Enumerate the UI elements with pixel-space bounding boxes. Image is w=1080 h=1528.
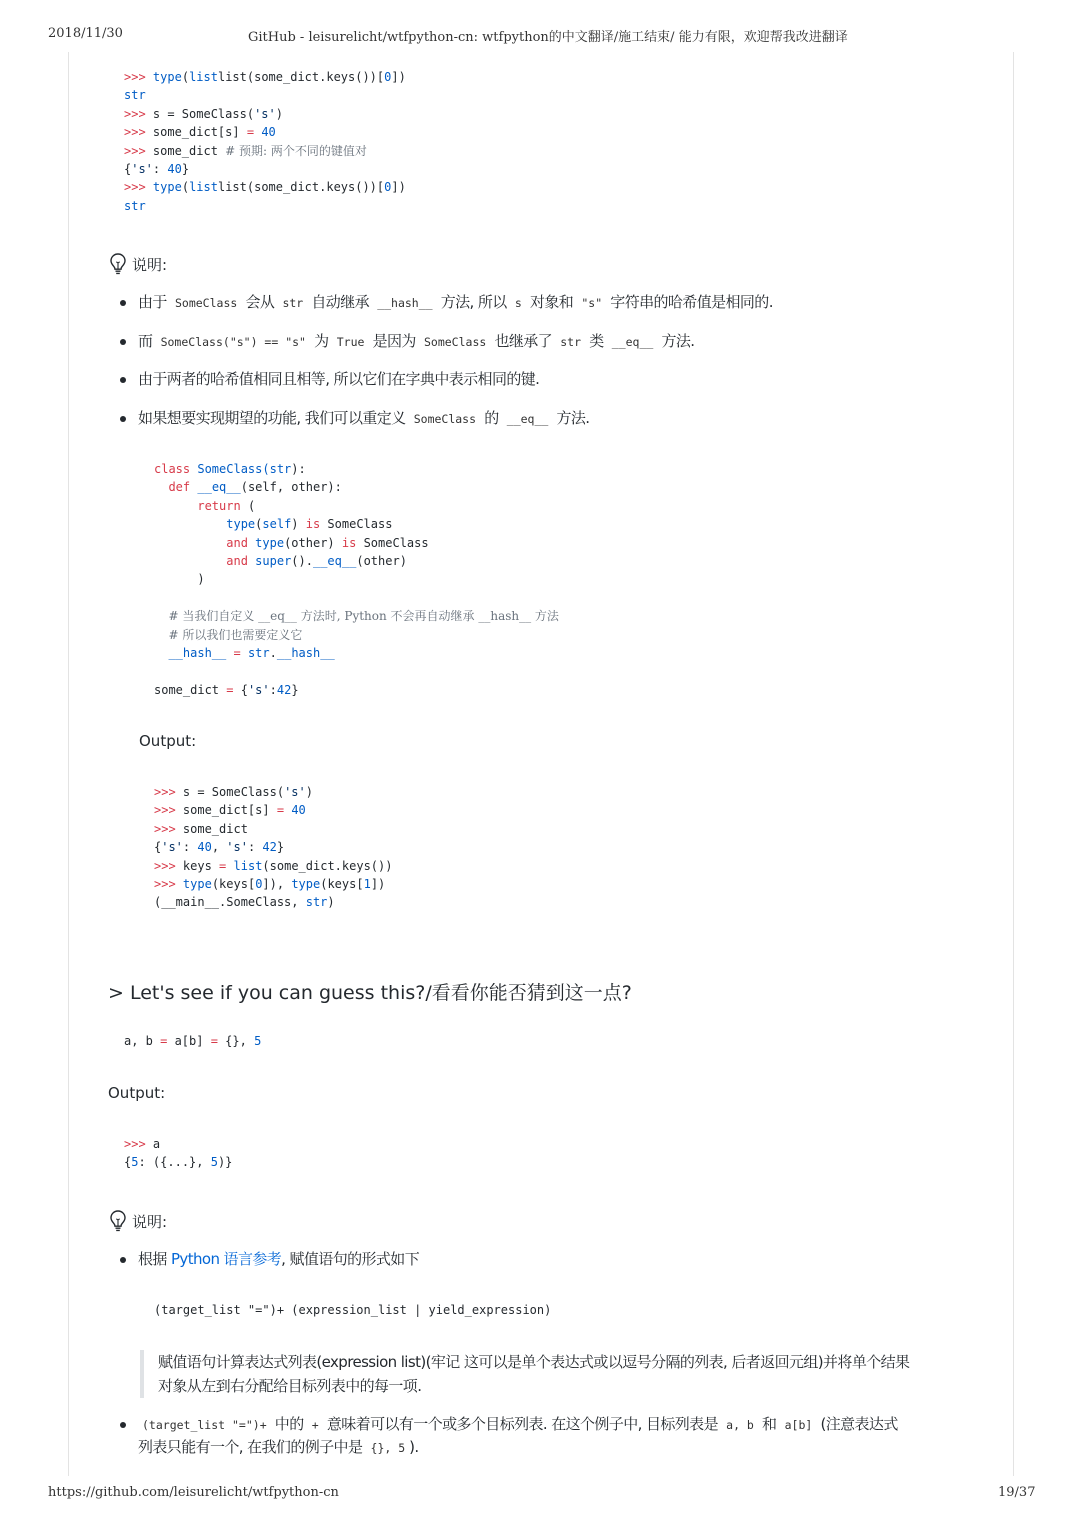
print-date: 2018/11/30: [48, 26, 123, 41]
text-run: 方法, 所以: [440, 293, 507, 311]
text-run: 对象和: [529, 293, 574, 311]
code-line: [124, 1135, 232, 1153]
code-token: (: [247, 498, 256, 513]
bullet-dot: [120, 300, 126, 306]
prompt-token: >>>: [124, 125, 146, 140]
number-token: 0: [255, 876, 263, 891]
function-name-token: __eq__: [197, 480, 241, 495]
code-token: .: [269, 645, 277, 660]
number-token: 1: [363, 876, 371, 891]
bullet-dot: [120, 1257, 126, 1263]
inline-code: __eq__: [611, 335, 654, 349]
code-token: a[b]: [167, 1034, 211, 1048]
code-line: (target_list "=")+ (expression_list | yield_expression): [154, 1303, 552, 1317]
comment-token: # 预期: 两个不同的键值对: [225, 143, 367, 158]
code-token: ,: [211, 840, 227, 855]
inline-code: SomeClass: [174, 296, 238, 310]
code-line: [154, 838, 392, 856]
code-line: [154, 801, 392, 819]
code-token: (keys[: [320, 876, 364, 891]
print-page-title: GitHub - leisurelicht/wtfpython-cn: wtfpython的中文翻译/施工结束/ 能力有限，欢迎帮我改进翻译: [248, 30, 848, 45]
number-token: 5: [210, 1155, 218, 1170]
code-line: [154, 460, 559, 478]
keyword-token: return: [197, 498, 241, 513]
prompt-token: >>>: [124, 106, 146, 121]
code-token: ]),: [262, 876, 292, 891]
code-token: some_dict[s]: [145, 125, 247, 140]
inline-code: (target_list "=")+: [142, 1418, 267, 1432]
keyword-token: is: [305, 517, 321, 532]
prompt-token: >>>: [154, 803, 176, 818]
text-run: 由于: [138, 293, 167, 311]
code-line: type(self) is SomeClass: [226, 517, 393, 532]
code-token: :: [269, 682, 277, 697]
string-token: 's': [226, 840, 248, 855]
keyword-token: def: [168, 480, 191, 495]
prompt-token: >>>: [124, 70, 146, 84]
string-token: 's': [284, 785, 306, 799]
code-token: ]): [370, 876, 386, 891]
inline-code: {}, 5: [370, 1441, 406, 1455]
explanation-label: 说明:: [132, 1212, 168, 1231]
code-token: {: [124, 161, 132, 176]
bullet-text: [138, 291, 976, 314]
page-number: 19/37: [998, 1485, 1036, 1500]
text-run: 自动继承: [311, 293, 370, 311]
builtin-token: type: [152, 180, 182, 195]
operator-token: =: [160, 1034, 168, 1048]
code-line: >>> type(listlist(some_dict.keys())[0]): [124, 180, 406, 195]
bullet-text: [138, 1413, 976, 1459]
text-run: 会从: [245, 293, 275, 311]
string-token: 's': [161, 840, 183, 855]
code-line: >>> type(listlist(some_dict.keys())[0]): [124, 70, 406, 84]
code-block-example-1: [124, 68, 406, 215]
text-run: 为: [314, 332, 329, 350]
string-token: 's': [131, 161, 153, 176]
prompt-token: >>>: [124, 143, 146, 158]
bullet-text: [138, 1248, 976, 1270]
text-run: 也继承了: [494, 332, 553, 350]
code-line: [154, 534, 559, 552]
text-run: (注意表达式: [820, 1415, 898, 1433]
code-token: :: [152, 161, 168, 176]
operator-token: =: [219, 858, 227, 873]
keyword-token: and: [226, 553, 248, 568]
code-line: [154, 552, 559, 570]
print-footer: [0, 1485, 1080, 1505]
keyword-token: and: [226, 535, 248, 550]
inline-code: True: [336, 335, 365, 349]
code-line: [154, 783, 392, 801]
code-token: ]): [391, 70, 406, 84]
function-name-token: __eq__: [312, 553, 357, 568]
code-line: [124, 142, 406, 160]
number-token: 40: [291, 803, 306, 818]
code-token: (self, other):: [240, 480, 342, 495]
code-token: )}: [217, 1155, 233, 1170]
operator-token: =: [246, 125, 255, 140]
prompt-token: >>>: [154, 785, 176, 799]
text-run: 字符串的哈希值是相同的.: [610, 293, 773, 311]
code-token: SomeClass: [320, 517, 393, 532]
text-run: 方法.: [556, 409, 590, 427]
python-reference-link[interactable]: Python 语言参考: [170, 1250, 282, 1268]
operator-token: =: [226, 682, 234, 697]
comment-token: # 所以我们也需要定义它: [168, 627, 303, 642]
code-token: [176, 877, 183, 891]
bullet-text: [138, 330, 976, 353]
inline-code: __hash__: [377, 296, 433, 310]
code-token: some_dict[s]: [175, 803, 277, 818]
bullet-text: [138, 407, 976, 430]
number-token: 40: [261, 125, 276, 140]
inline-code: SomeClass: [413, 412, 477, 426]
code-line-blank: [154, 589, 559, 607]
text-run: 而: [138, 332, 153, 350]
code-line: [154, 497, 559, 515]
string-token: 's': [254, 106, 276, 121]
code-line: [154, 607, 559, 625]
quote-line: 对象从左到右分配给目标列表中的每一项.: [158, 1377, 422, 1395]
variable-token: __hash__: [276, 645, 335, 660]
number-token: 40: [167, 161, 182, 176]
code-token: ().: [291, 553, 313, 568]
code-line: [124, 123, 406, 141]
builtin-token: list: [189, 180, 218, 195]
code-line: str: [124, 198, 146, 213]
text-run: 方法.: [661, 332, 695, 350]
explanation-heading: [108, 252, 167, 276]
code-line-blank: [154, 662, 559, 680]
inline-code: s: [514, 296, 522, 310]
text-run: 意味着可以有一个或多个目标列表. 在这个例子中, 目标列表是: [326, 1415, 718, 1433]
inline-code: SomeClass: [423, 335, 487, 349]
text-run: 类: [589, 332, 604, 350]
code-token: :: [247, 840, 263, 855]
code-block-class-definition: [154, 460, 559, 699]
builtin-token: str: [269, 462, 292, 476]
code-token: ): [197, 572, 205, 587]
content-right-border: [1013, 52, 1014, 1476]
code-line: str: [124, 88, 146, 103]
builtin-token: list: [189, 70, 218, 84]
bullet-dot: [120, 1422, 126, 1428]
code-token: keys: [175, 858, 220, 873]
code-token: [226, 859, 233, 873]
code-block-grammar: [154, 1301, 551, 1319]
prompt-token: >>>: [154, 858, 176, 873]
operator-token: =: [210, 1034, 218, 1048]
code-token: some_dict: [175, 821, 248, 836]
lightbulb-icon: [108, 252, 128, 276]
code-token: (other): [356, 553, 407, 568]
text-run: 是因为: [372, 332, 416, 350]
code-token: {: [154, 840, 162, 855]
code-token: ):: [291, 462, 306, 476]
code-token: ): [327, 895, 335, 910]
bullet-text: 由于两者的哈希值相同且相等, 所以它们在字典中表示相同的键.: [138, 370, 540, 388]
operator-token: =: [276, 803, 285, 818]
prompt-token: >>>: [124, 180, 146, 195]
code-token: {: [124, 1155, 132, 1170]
code-line: [154, 857, 392, 875]
inline-code: "s": [581, 296, 603, 310]
code-line: [124, 160, 406, 178]
code-line: [154, 875, 392, 893]
code-block-output-1: [154, 783, 392, 912]
comment-token: # 当我们自定义 __eq__ 方法时, Python 不会再自动继承 __hash__ 方法: [168, 609, 559, 624]
code-token: {: [240, 682, 248, 697]
number-token: 40: [197, 840, 212, 855]
inline-code: str: [560, 335, 582, 349]
code-line: [124, 105, 406, 123]
string-token: 's': [247, 682, 270, 697]
text-run: , 赋值语句的形式如下: [281, 1250, 420, 1268]
code-line: [154, 893, 392, 911]
code-token: list(some_dict.keys())[: [217, 70, 385, 84]
output-label: Output:: [139, 732, 197, 750]
code-line: [154, 626, 559, 644]
bullet-dot: [120, 416, 126, 422]
code-line: [154, 644, 559, 662]
code-token: some_dict: [154, 682, 227, 697]
keyword-token: is: [341, 535, 357, 550]
builtin-token: str: [305, 895, 328, 910]
code-line: [124, 1032, 261, 1050]
text-run: 根据: [138, 1250, 167, 1268]
operator-token: =: [233, 645, 241, 660]
inline-code: __eq__: [506, 412, 549, 426]
code-token: :: [182, 840, 198, 855]
bullet-dot: [120, 339, 126, 345]
code-token: : ({...},: [138, 1155, 211, 1170]
number-token: 0: [384, 180, 392, 195]
variable-token: __hash__: [168, 645, 227, 660]
code-block-output-2: [124, 1135, 232, 1172]
builtin-token: type: [182, 876, 212, 891]
code-token: ]): [391, 180, 406, 195]
explanation-heading-2: [108, 1209, 167, 1233]
builtin-token: list: [233, 858, 263, 873]
number-token: 42: [262, 840, 277, 855]
code-line: [154, 570, 559, 588]
content-left-border: [68, 52, 69, 1476]
builtin-token: type: [226, 517, 256, 532]
code-token: s = SomeClass(: [175, 785, 285, 799]
code-token: (keys[: [211, 876, 256, 891]
code-token: ): [305, 785, 313, 799]
number-token: 5: [254, 1034, 262, 1048]
code-token: (__main__.SomeClass,: [154, 895, 306, 910]
builtin-token: type: [291, 876, 321, 891]
quote-line: 赋值语句计算表达式列表(expression list)(牢记 这可以是单个表达式或以逗号分隔的列表, 后者返回元组)并将单个结果: [158, 1353, 910, 1371]
blockquote-assignment: [140, 1350, 962, 1398]
text-run: 和: [762, 1415, 777, 1433]
inline-code: str: [282, 296, 304, 310]
code-block-example-2: [124, 1032, 261, 1050]
inline-code: a, b: [726, 1418, 754, 1432]
code-token: }: [181, 161, 190, 176]
code-token: }: [276, 840, 285, 855]
inline-code: +: [311, 1418, 319, 1432]
prompt-token: >>>: [154, 821, 176, 836]
code-token: a, b: [124, 1034, 161, 1048]
code-token: a: [145, 1137, 161, 1151]
builtin-token: type: [152, 70, 182, 84]
explanation-label: 说明:: [132, 255, 168, 274]
number-token: 5: [131, 1155, 139, 1170]
code-token: SomeClass: [356, 535, 429, 550]
builtin-token: super: [255, 553, 292, 568]
code-token: (some_dict.keys()): [262, 858, 393, 873]
inline-code: a[b]: [784, 1418, 813, 1432]
number-token: 0: [384, 70, 392, 84]
builtin-token: type: [255, 535, 285, 550]
code-token: }: [291, 682, 299, 697]
prompt-token: >>>: [124, 1137, 146, 1151]
print-url: https://github.com/leisurelicht/wtfpython-cn: [48, 1485, 339, 1500]
code-token: some_dict: [145, 143, 226, 158]
inline-code: SomeClass("s") == "s": [160, 335, 306, 349]
class-name-token: SomeClass(: [197, 462, 270, 476]
code-token: list(some_dict.keys())[: [217, 180, 385, 195]
lightbulb-icon: [108, 1209, 128, 1233]
text-run: 中的: [274, 1415, 304, 1433]
code-line: [124, 1153, 232, 1171]
text-run: 列表只能有一个, 在我们的例子中是: [138, 1438, 363, 1456]
bullet-dot: [120, 377, 126, 383]
output-label-2: Output:: [108, 1084, 166, 1102]
number-token: 42: [276, 682, 292, 697]
prompt-token: >>>: [154, 876, 176, 891]
code-token: {},: [217, 1034, 255, 1048]
code-line: [154, 681, 559, 699]
builtin-token: self: [262, 517, 292, 532]
code-token: ): [275, 106, 283, 121]
code-line: [154, 478, 559, 496]
section-heading-guess-this: > Let's see if you can guess this?/看看你能否猜到这一点?: [108, 982, 632, 1004]
text-run: 如果想要实现期望的功能, 我们可以重定义: [138, 409, 406, 427]
code-line: [154, 820, 392, 838]
builtin-token: str: [247, 645, 270, 660]
print-header: [0, 26, 1080, 46]
keyword-token: class: [154, 462, 191, 476]
code-token: (other): [284, 535, 335, 550]
text-run: ).: [409, 1438, 419, 1456]
code-token: s = SomeClass(: [145, 106, 255, 121]
text-run: 的: [484, 409, 499, 427]
